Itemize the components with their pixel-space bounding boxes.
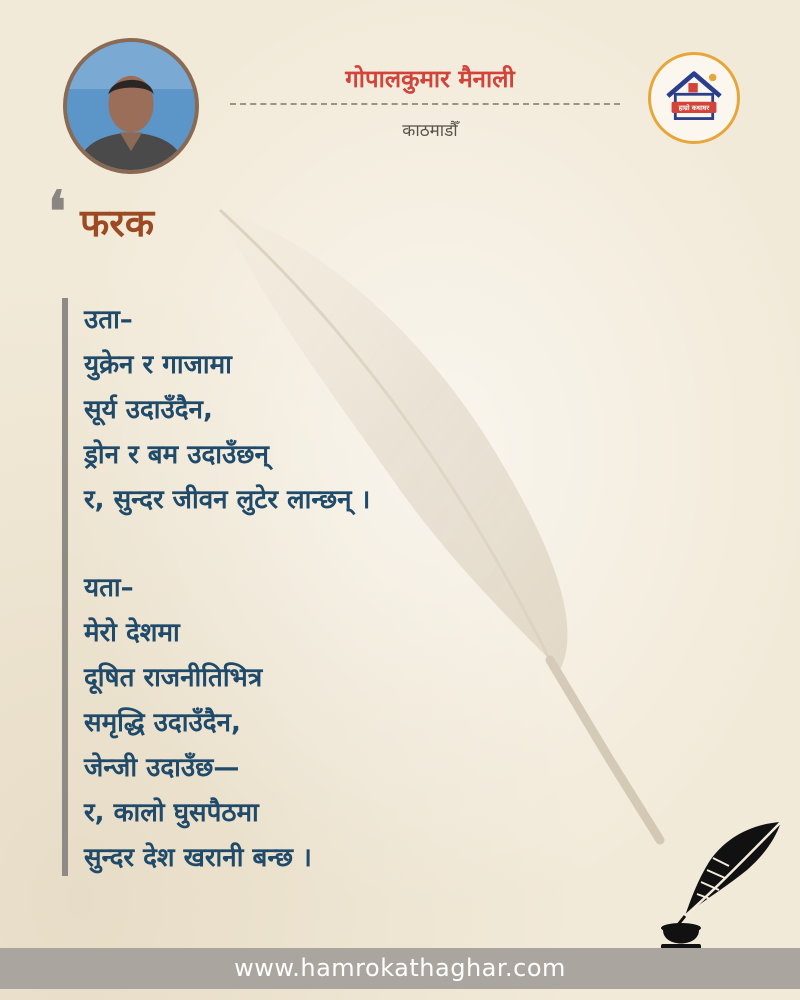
logo-text: हाम्रो कथाघर [678,104,710,113]
poem-line: जेन्जी उदाउँछ— [84,753,240,783]
header-divider [230,103,620,105]
poem-line: उता– [84,305,133,335]
author-name: गोपालकुमार मैनाली [345,65,515,93]
poem-line: सूर्य उदाउँदैन, [84,395,213,425]
poem-stanza-1 [84,298,370,523]
site-logo[interactable] [648,52,740,144]
poem-line: दूषित राजनीतिभित्र [84,663,263,693]
poem-side-bar [62,298,68,876]
poem-stanza-2 [84,566,312,881]
poem-line: ड्रोन र बम उदाउँछन् [84,440,269,470]
avatar-photo-icon [67,42,195,170]
poem-title: फरक [80,201,155,245]
poem-line: र, कालो घुसपैठमा [84,798,259,828]
poem-line: मेरो देशमा [84,618,180,648]
poem-line: सुन्दर देश खरानी बन्छ । [84,843,312,873]
quill-inkpot-icon [655,818,785,956]
poem-line: युक्रेन र गाजामा [84,350,232,380]
house-logo-icon [651,55,737,141]
quote-mark-icon: ❛ [48,179,67,245]
poem-line: समृद्धि उदाउँदैन, [84,708,241,738]
poem-line: र, सुन्दर जीवन लुटेर लान्छन् । [84,485,371,515]
author-avatar [63,38,199,174]
poem-line: यता– [84,573,134,603]
footer-website-bar[interactable]: www.hamrokathaghar.com [0,948,800,989]
author-location: काठमाडौँ [402,121,458,141]
